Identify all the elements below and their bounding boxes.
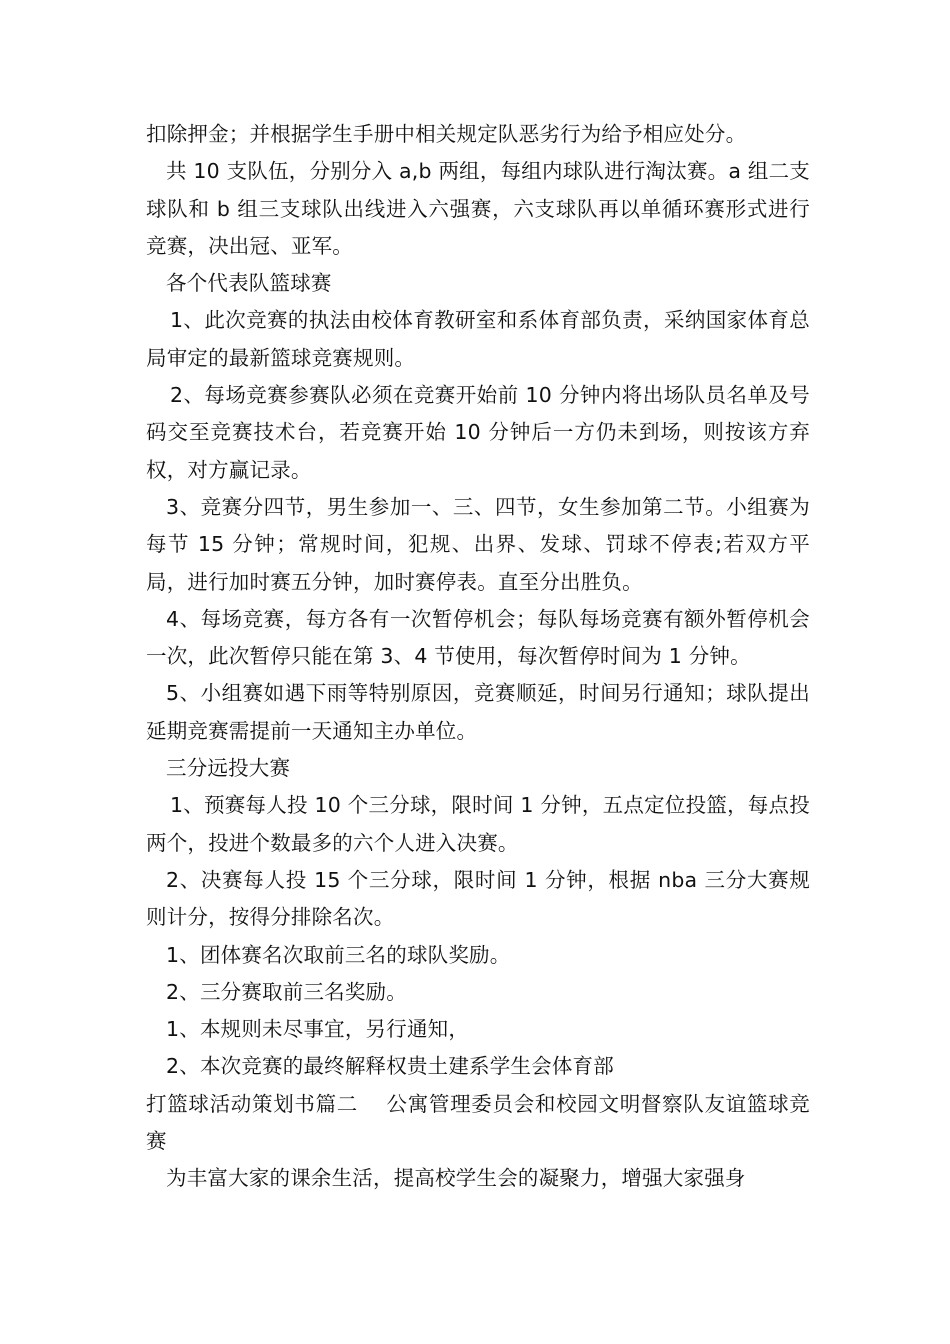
award-item-three-point: 2、三分赛取前三名奖励。 bbox=[166, 979, 407, 1004]
section-title-part1: 打篮球活动策划书篇二 bbox=[146, 1091, 358, 1116]
paragraph-intro: 为丰富大家的课余生活，提高校学生会的凝聚力，增强大家强身 bbox=[166, 1166, 746, 1191]
rule-item-roster-submission: 2、每场竞赛参赛队必须在竞赛开始前 10 分钟内将出场队员名单及号码交至竞赛技术台，若竞赛开始 10 分钟后一方仍未到场，则按该方弃权，对方赢记录。 bbox=[146, 383, 810, 482]
rule-item-preliminary: 1、预赛每人投 10 个三分球，限时间 1 分钟，五点定位投篮，每点投两个，投进个数最多的六个人进入决赛。 bbox=[146, 793, 810, 855]
rule-item-final: 2、决赛每人投 15 个三分球，限时间 1 分钟，根据 nba 三分大赛规则计分，按得分排除名次。 bbox=[146, 867, 810, 930]
heading-team-basketball: 各个代表队篮球赛 bbox=[166, 271, 332, 296]
rule-item-officiating: 1、此次竞赛的执法由校体育教研室和系体育部负责，采纳国家体育总局审定的最新篮球竞赛规则。 bbox=[146, 308, 810, 370]
heading-three-point-contest: 三分远投大赛 bbox=[166, 756, 291, 781]
note-item-unresolved: 1、本规则未尽事宜，另行通知， bbox=[166, 1017, 470, 1042]
award-item-team: 1、团体赛名次取前三名的球队奖励。 bbox=[166, 942, 511, 967]
section-title-part2: 公寓管理委员会和校园文明督察队友谊篮球竞赛 bbox=[146, 1091, 810, 1154]
rule-item-timeouts: 4、每场竞赛，每方各有一次暂停机会；每队每场竞赛有额外暂停机会一次，此次暂停只能在第 3、4 节使用，每次暂停时间为 1 分钟。 bbox=[146, 606, 810, 669]
section-title bbox=[146, 1086, 810, 1161]
note-item-interpretation: 2、本次竞赛的最终解释权贵土建系学生会体育部 bbox=[166, 1054, 614, 1079]
rule-item-quarters: 3、竞赛分四节，男生参加一、三、四节，女生参加第二节。小组赛为每节 15 分钟；常规时间，犯规、出界、发球、罚球不停表;若双方平局，进行加时赛五分钟，加时赛停表。直至分出胜负。 bbox=[146, 494, 810, 594]
paragraph-deposit-penalty: 扣除押金；并根据学生手册中相关规定队恶劣行为给予相应处分。 bbox=[146, 122, 747, 146]
document-body bbox=[146, 116, 810, 1198]
rule-item-postponement: 5、小组赛如遇下雨等特别原因，竞赛顺延，时间另行通知；球队提出延期竞赛需提前一天通知主办单位。 bbox=[146, 681, 810, 743]
paragraph-team-grouping: 共 10 支队伍，分别分入 a,b 两组，每组内球队进行淘汰赛。a 组二支球队和 b 组三支球队出线进入六强赛，六支球队再以单循环赛形式进行竞赛，决出冠、亚军。 bbox=[146, 159, 810, 258]
